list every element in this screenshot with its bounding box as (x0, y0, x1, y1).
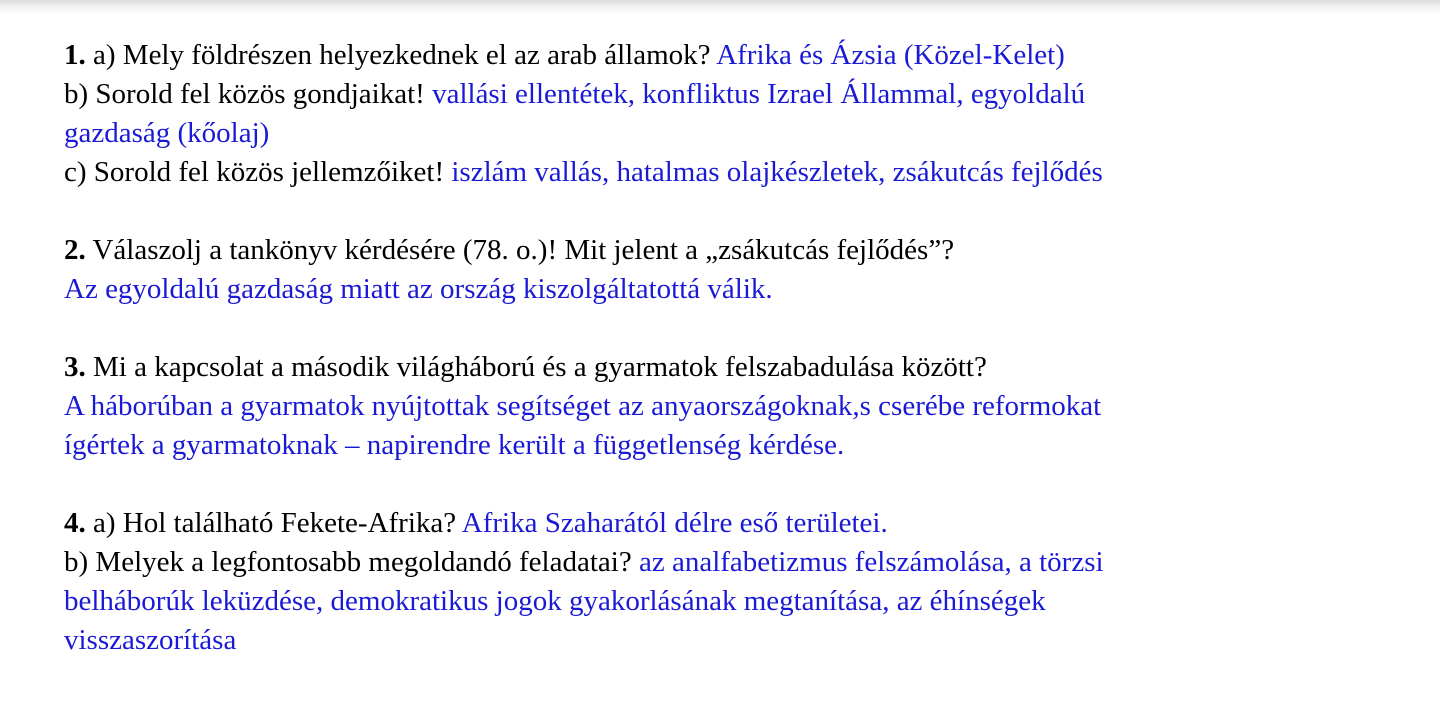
q1-c-question: c) Sorold fel közös jellemzőiket! (64, 156, 452, 188)
q4-a-question: a) Hol található Fekete-Afrika? (85, 507, 462, 539)
top-shadow (0, 0, 1440, 14)
q3-line (64, 348, 1324, 387)
q2-number: 2. (64, 234, 86, 266)
question-4 (64, 504, 1324, 660)
q3-answer-1: A háborúban a gyarmatok nyújtottak segítséget az anyaországoknak,s cserébe reformokat (64, 390, 1102, 422)
q4-b-answer-3: visszaszorítása (64, 624, 237, 656)
q4-b-answer-2: belháborúk leküzdése, demokratikus jogok gyakorlásának megtanítása, az éhínségek (64, 585, 1046, 617)
q1-a-question: a) Mely földrészen helyezkednek el az arab államok? (85, 39, 717, 71)
q3-number: 3. (64, 351, 86, 383)
q4-line-a (64, 504, 1324, 543)
q1-line-b (64, 75, 1324, 114)
q1-line-b2 (64, 114, 1324, 153)
question-3 (64, 348, 1324, 465)
q4-a-answer: Afrika Szaharától délre eső területei. (461, 507, 888, 539)
q1-c-answer: iszlám vallás, hatalmas olajkészletek, zsákutcás fejlődés (451, 156, 1103, 188)
q4-number: 4. (64, 507, 86, 539)
q2-answer: Az egyoldalú gazdaság miatt az ország kiszolgáltatottá válik. (64, 273, 773, 305)
q4-b-answer-1: az analfabetizmus felszámolása, a törzsi (638, 546, 1104, 578)
document-page (64, 36, 1324, 660)
q4-b-question: b) Melyek a legfontosabb megoldandó feladatai? (64, 546, 639, 578)
q2-question: Válaszolj a tankönyv kérdésére (78. o.)! Mit jelent a „zsákutcás fejlődés”? (85, 234, 955, 266)
question-1 (64, 36, 1324, 192)
q1-b-question: b) Sorold fel közös gondjaikat! (64, 78, 433, 110)
q1-line-a (64, 36, 1324, 75)
q1-number: 1. (64, 39, 86, 71)
q4-line-b (64, 543, 1324, 582)
q1-b-answer-1: vallási ellentétek, konfliktus Izrael Állammal, egyoldalú (432, 78, 1086, 110)
q2-line (64, 231, 1324, 270)
q3-question: Mi a kapcsolat a második világháború és a gyarmatok felszabadulása között? (85, 351, 987, 383)
q1-line-c (64, 153, 1324, 192)
question-2 (64, 231, 1324, 309)
q1-a-answer: Afrika és Ázsia (Közel-Kelet) (716, 39, 1065, 71)
q3-answer-2: ígértek a gyarmatoknak – napirendre került a függetlenség kérdése. (64, 429, 845, 461)
q1-b-answer-2: gazdaság (kőolaj) (64, 117, 270, 149)
